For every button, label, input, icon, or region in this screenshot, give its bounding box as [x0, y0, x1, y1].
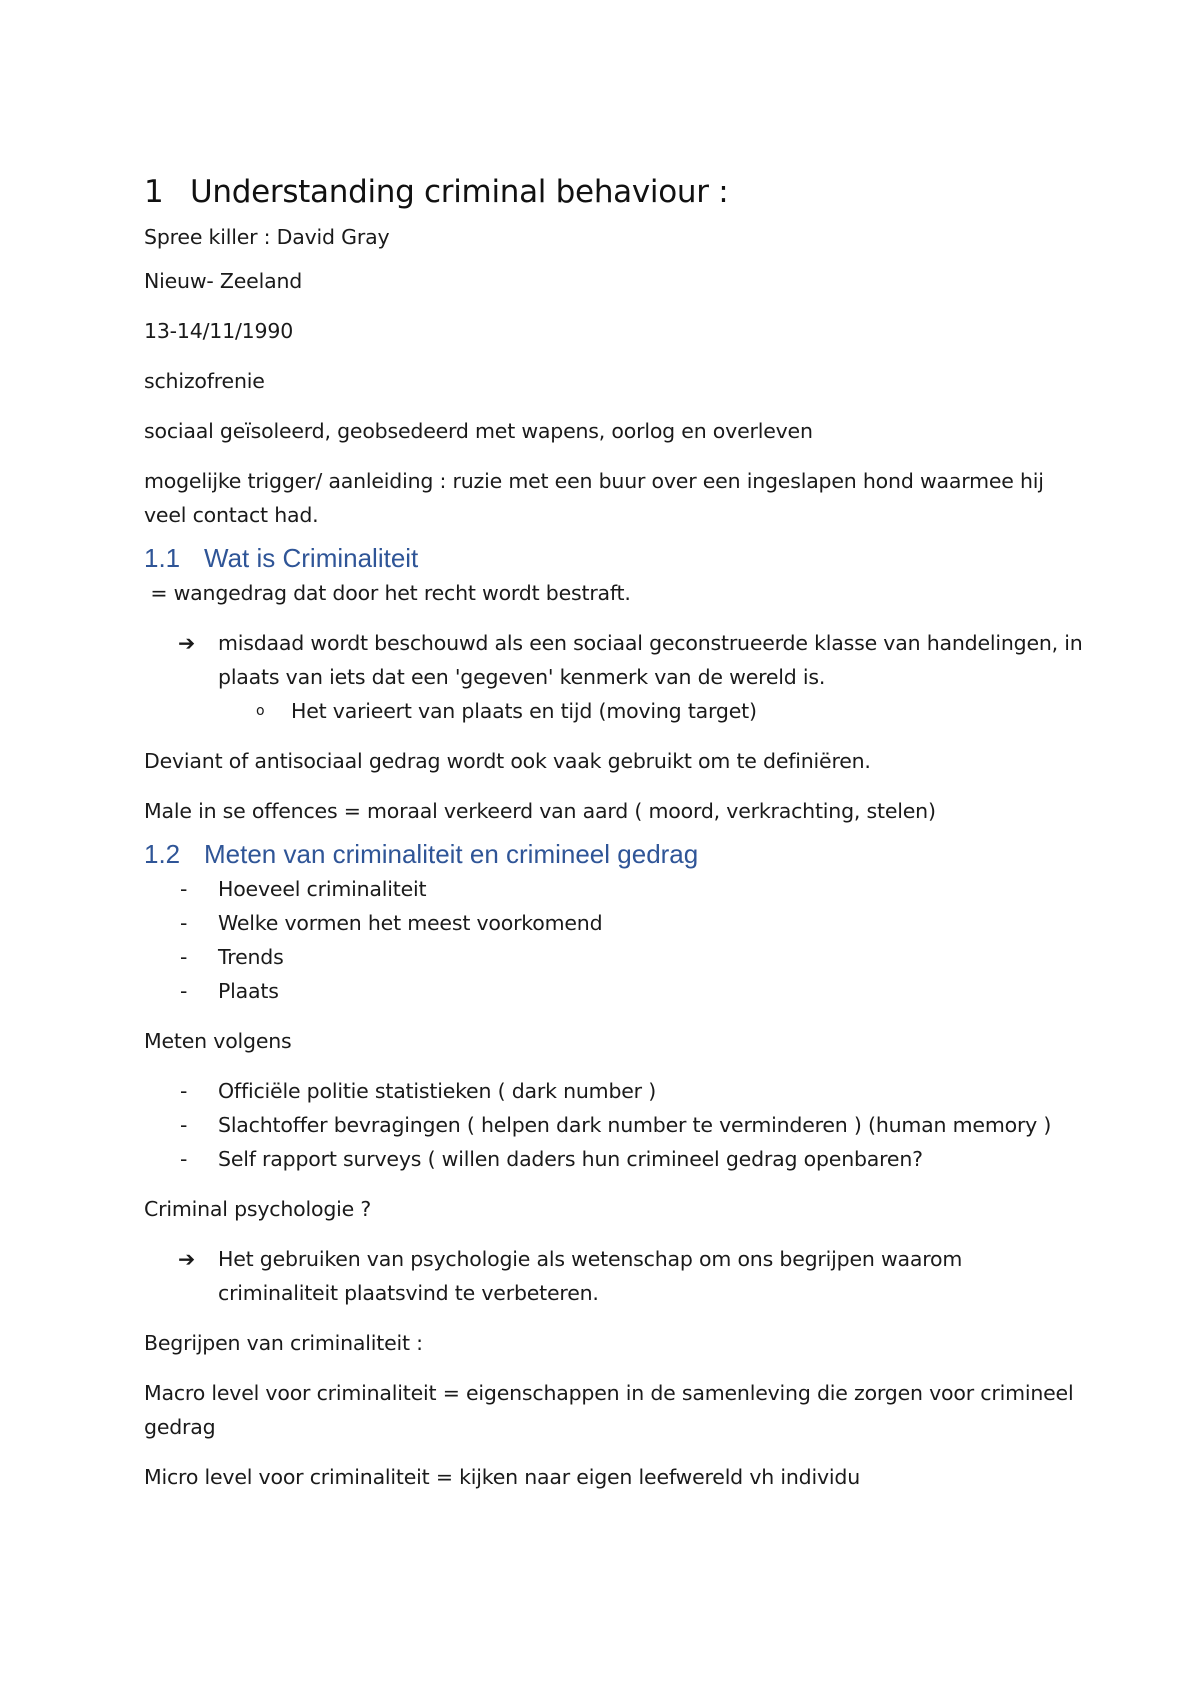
method-list [144, 1074, 1084, 1176]
list-item [144, 1142, 1084, 1176]
heading-1-1 [144, 540, 1084, 576]
dash-bullet: - [180, 1079, 188, 1103]
list-item-text: Officiële politie statistieken ( dark number ) [218, 1079, 657, 1103]
dash-bullet: - [180, 945, 188, 969]
heading-1-2-title: Meten van criminaliteit en crimineel gedrag [204, 839, 699, 869]
arrow-right-icon: ➔ [178, 631, 195, 655]
paragraph-begrijpen: Begrijpen van criminaliteit : [144, 1331, 423, 1355]
document-page [144, 170, 1084, 1510]
list-item-text: Trends [218, 945, 284, 969]
list-item [144, 872, 1084, 906]
heading-1-2-number: 1.2 [144, 839, 181, 869]
list-item-text: Slachtoffer bevragingen ( helpen dark number te verminderen ) (human memory ) [218, 1113, 1052, 1137]
list-item-text: Welke vormen het meest voorkomend [218, 911, 603, 935]
dash-bullet: - [180, 979, 188, 1003]
heading-1-1-number: 1.1 [144, 543, 181, 573]
intro-line-country: Nieuw- Zeeland [144, 269, 303, 293]
intro-line-trigger: mogelijke trigger/ aanleiding : ruzie met een buur over een ingeslapen hond waarmee hij veel contact had. [144, 469, 1044, 527]
list-item [144, 906, 1084, 940]
arrow-right-icon: ➔ [178, 1247, 195, 1271]
paragraph-criminal-psychologie: Criminal psychologie ? [144, 1197, 372, 1221]
heading-1-number: 1 [144, 174, 164, 210]
paragraph-male-in-se: Male in se offences = moraal verkeerd van aard ( moord, verkrachting, stelen) [144, 799, 936, 823]
paragraph-meten-volgens: Meten volgens [144, 1029, 292, 1053]
list-item-text: Plaats [218, 979, 279, 1003]
paragraph-micro: Micro level voor criminaliteit = kijken naar eigen leefwereld vh individu [144, 1465, 860, 1489]
list-item [144, 940, 1084, 974]
dash-bullet: - [180, 877, 188, 901]
list-item-text: Self rapport surveys ( willen daders hun crimineel gedrag openbaren? [218, 1147, 923, 1171]
list-item [144, 974, 1084, 1008]
arrow-bullet-text: Het gebruiken van psychologie als wetenschap om ons begrijpen waarom criminaliteit plaatsvind te verbeteren. [218, 1247, 963, 1305]
dash-bullet: - [180, 911, 188, 935]
circle-bullet-icon: o [256, 703, 265, 719]
arrow-bullet-item [144, 1242, 1084, 1310]
intro-line-killer: Spree killer : David Gray [144, 225, 390, 249]
intro-line-diagnosis: schizofrenie [144, 369, 265, 393]
dash-bullet: - [180, 1113, 188, 1137]
heading-1 [144, 170, 1084, 214]
intro-line-traits: sociaal geïsoleerd, geobsedeerd met wapens, oorlog en overleven [144, 419, 813, 443]
heading-1-1-title: Wat is Criminaliteit [204, 543, 419, 573]
heading-1-title: Understanding criminal behaviour : [190, 174, 729, 210]
intro-line-date: 13-14/11/1990 [144, 319, 294, 343]
paragraph-deviant: Deviant of antisociaal gedrag wordt ook vaak gebruikt om te definiëren. [144, 749, 871, 773]
definition-text: = wangedrag dat door het recht wordt bestraft. [144, 581, 631, 605]
arrow-bullet-text: misdaad wordt beschouwd als een sociaal geconstrueerde klasse van handelingen, in plaats van iets dat een 'gegeven' kenmerk van de wereld is. [218, 631, 1083, 689]
paragraph-macro: Macro level voor criminaliteit = eigenschappen in de samenleving die zorgen voor crimineel gedrag [144, 1381, 1074, 1439]
arrow-bullet-item [144, 626, 1084, 694]
list-item [144, 1074, 1084, 1108]
sub-bullet-item [144, 694, 1084, 728]
sub-bullet-text: Het varieert van plaats en tijd (moving target) [291, 699, 757, 723]
dash-bullet: - [180, 1147, 188, 1171]
measure-list [144, 872, 1084, 1008]
list-item-text: Hoeveel criminaliteit [218, 877, 427, 901]
heading-1-2 [144, 836, 1084, 872]
list-item [144, 1108, 1084, 1142]
